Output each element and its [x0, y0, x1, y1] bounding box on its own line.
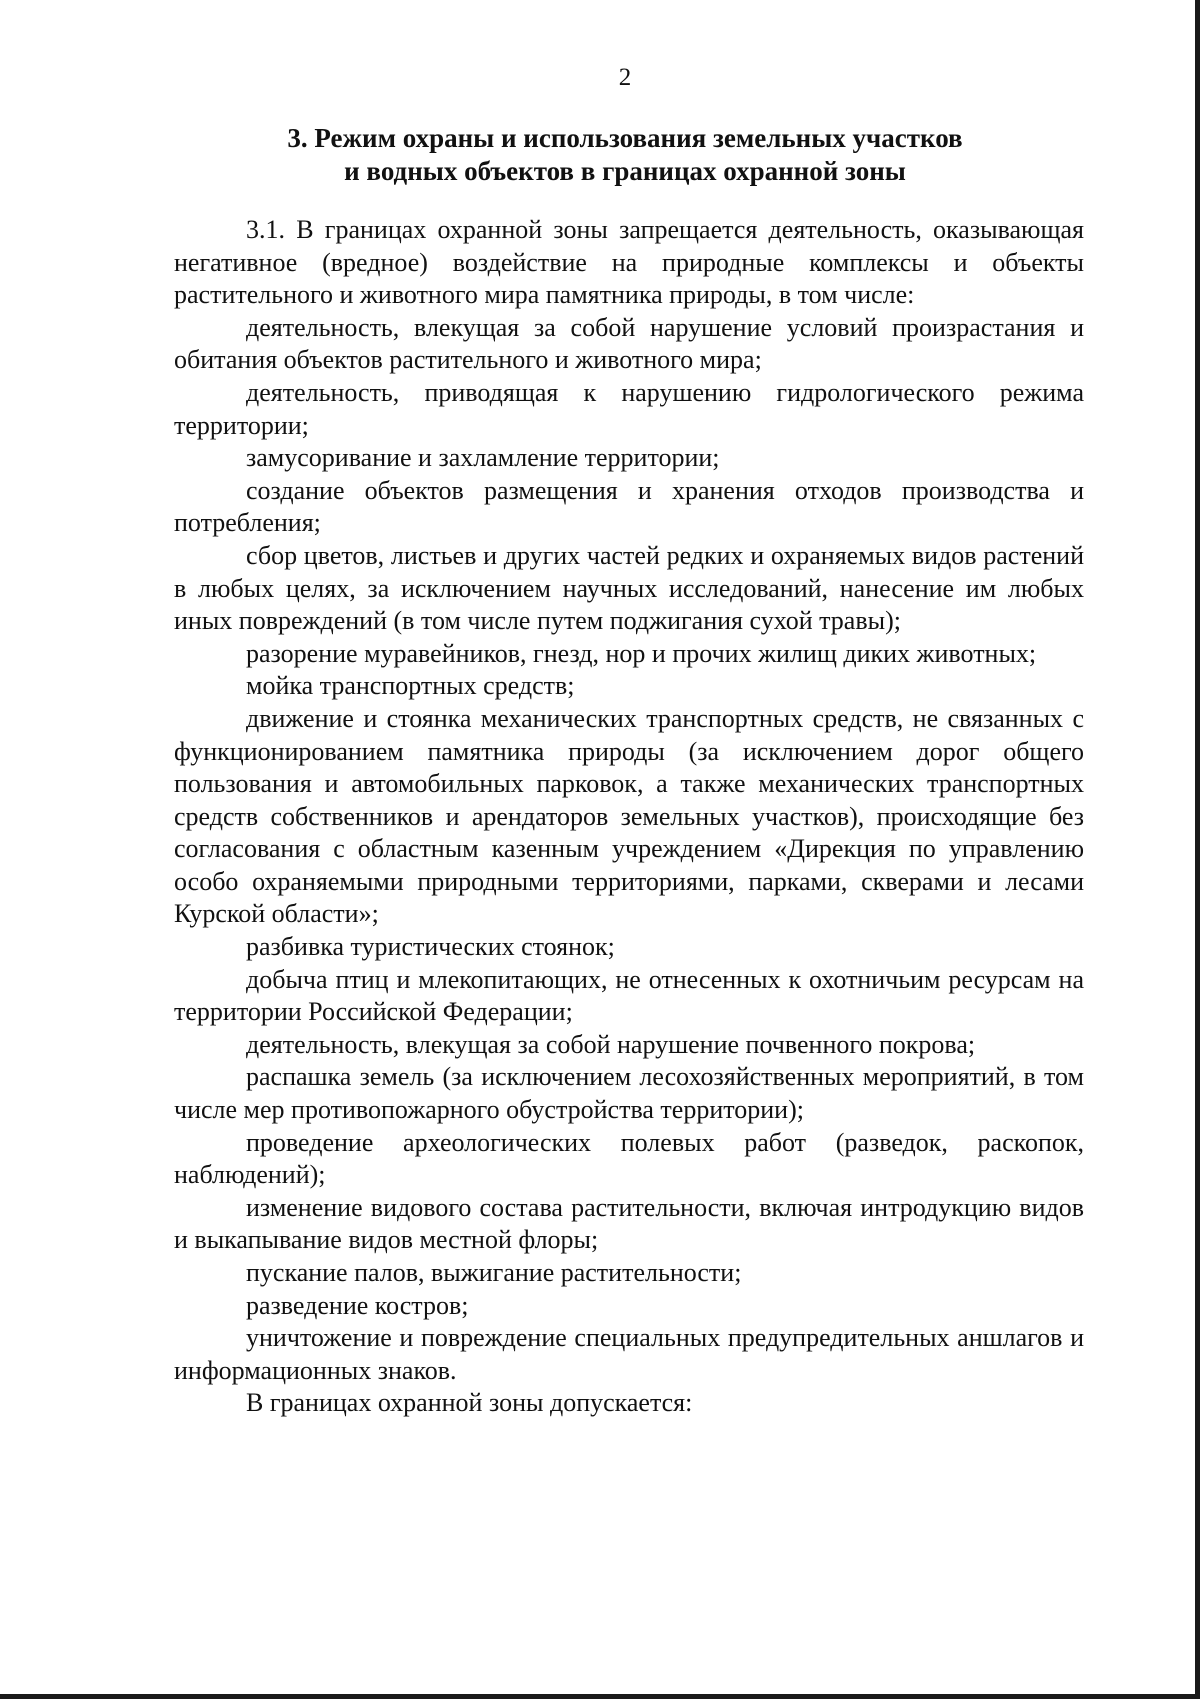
- document-body: [174, 214, 1084, 1420]
- list-item: разбивка туристических стоянок;: [246, 932, 615, 962]
- list-item: пускание палов, выжигание растительности;: [246, 1258, 742, 1287]
- list-item: уничтожение и повреждение специальных предупредительных аншлагов и информационных знаков.: [174, 1323, 1084, 1385]
- list-item: движение и стоянка механических транспортных средств, не связанных с функционированием памятника природы (за исключением дорог общего пользования и автомобильных парковок, а также механических транспортных средств собственников и арендаторов земельных участков), происходящие без согласования с областным казенным учреждением «Дирекция по управлению особо охраняемыми природными территориями, парками, скверами и лесами Курской области»;: [174, 703, 1084, 929]
- list-item: деятельность, влекущая за собой нарушение условий произрастания и обитания объектов растительного и животного мира;: [174, 312, 1084, 375]
- paragraph-3-1: 3.1. В границах охранной зоны запрещается деятельность, оказывающая негативное (вредное) воздействие на природные комплексы и объекты растительного и животного мира памятника природы, в том числе:: [174, 215, 1084, 310]
- list-item: разорение муравейников, гнезд, нор и прочих жилищ диких животных;: [246, 638, 1037, 668]
- section-heading-line-1: 3. Режим охраны и использования земельных участков: [287, 123, 963, 153]
- section-heading: [175, 122, 1075, 188]
- list-item: создание объектов размещения и хранения отходов производства и потребления;: [174, 475, 1084, 538]
- scan-border-bottom: [0, 1694, 1200, 1699]
- list-item: разведение костров;: [246, 1290, 469, 1320]
- scan-border-right: [1195, 0, 1200, 1699]
- permitted-activities-intro: В границах охранной зоны допускается:: [246, 1388, 693, 1418]
- list-item: деятельность, влекущая за собой нарушение почвенного покрова;: [246, 1029, 976, 1059]
- list-item: замусоривание и захламление территории;: [246, 443, 720, 473]
- section-heading-line-2: и водных объектов в границах охранной зоны: [344, 156, 906, 186]
- page-number: 2: [618, 64, 632, 91]
- list-item: сбор цветов, листьев и других частей редких и охраняемых видов растений в любых целях, за исключением научных исследований, нанесение им любых иных повреждений (в том числе путем поджигания сухой травы);: [174, 540, 1084, 636]
- list-item: мойка транспортных средств;: [246, 671, 575, 701]
- list-item: изменение видового состава растительности, включая интродукцию видов и выкапывание видов местной флоры;: [174, 1192, 1084, 1255]
- list-item: добыча птиц и млекопитающих, не отнесенных к охотничьим ресурсам на территории Российской Федерации;: [174, 964, 1084, 1027]
- list-item: деятельность, приводящая к нарушению гидрологического режима территории;: [174, 377, 1084, 440]
- list-item: распашка земель (за исключением лесохозяйственных мероприятий, в том числе мер противопожарного обустройства территории);: [174, 1062, 1084, 1125]
- list-item: проведение археологических полевых работ (разведок, раскопок, наблюдений);: [174, 1127, 1084, 1190]
